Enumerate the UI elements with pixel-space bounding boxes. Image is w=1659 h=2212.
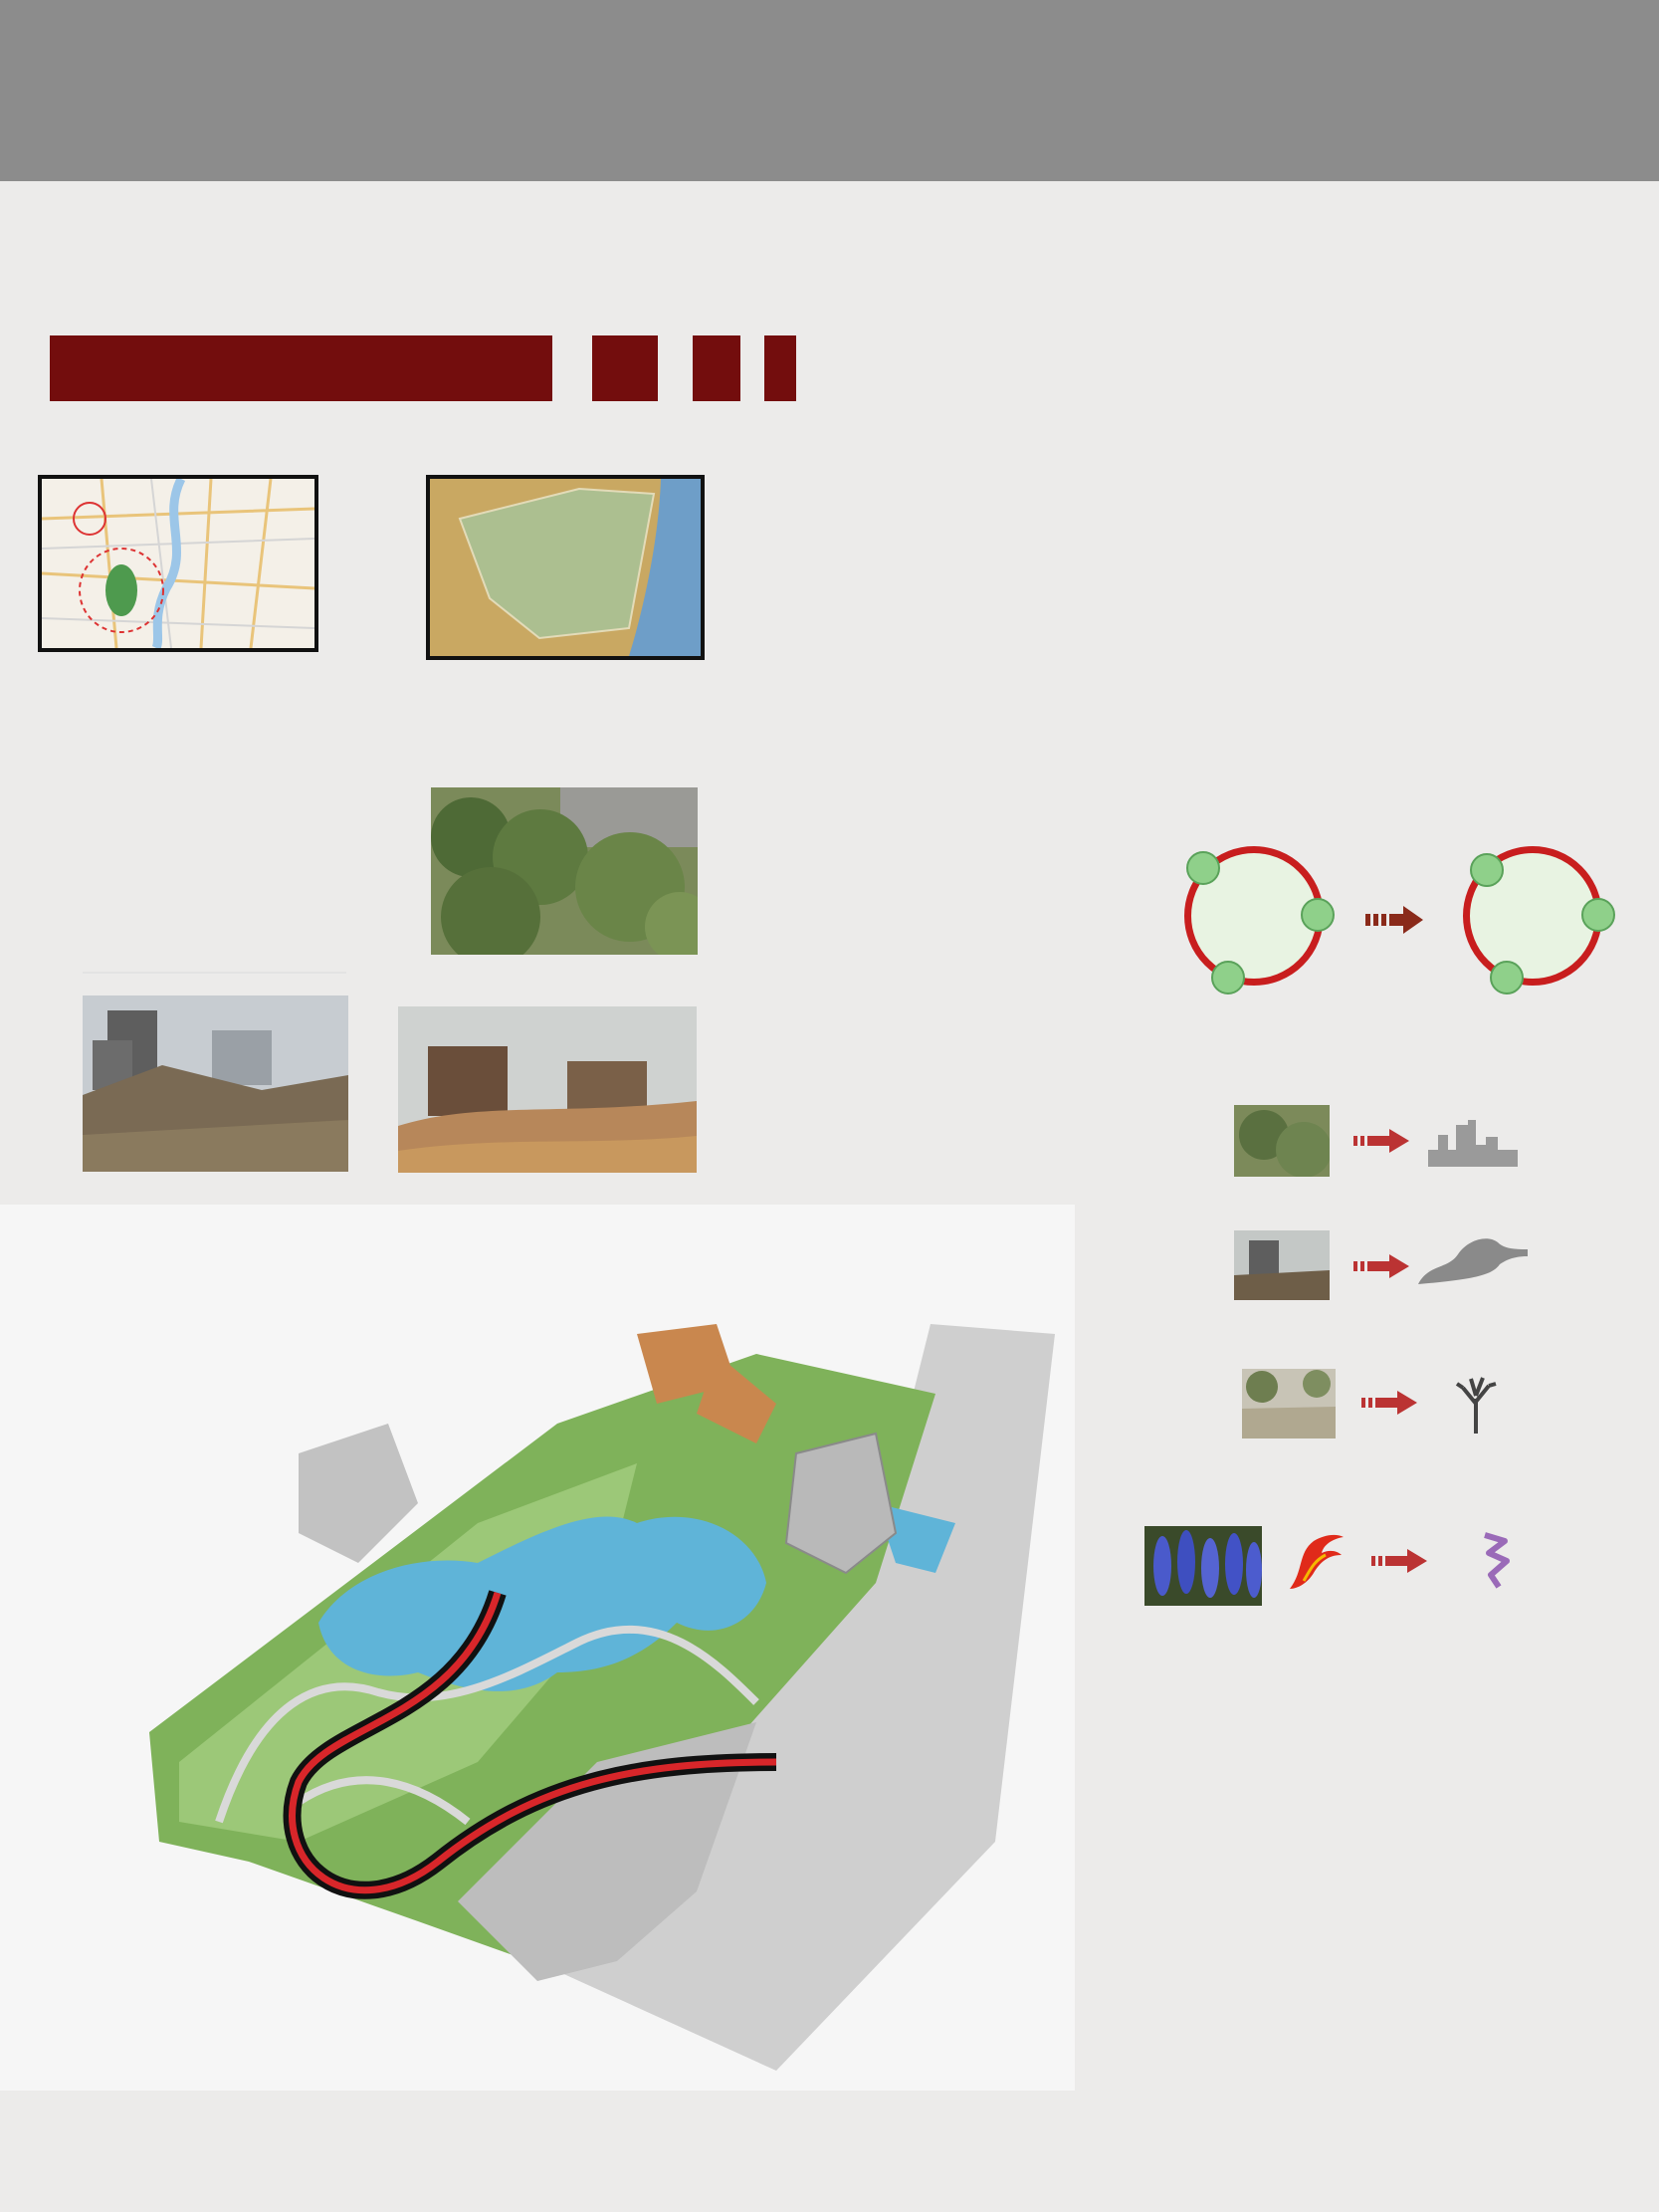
evolution-arrow-icon bbox=[1371, 1549, 1431, 1573]
concept-circle-old-factory bbox=[1184, 846, 1324, 986]
title-bar-block-1 bbox=[592, 335, 658, 401]
title-bar-block-3 bbox=[764, 335, 796, 401]
withered-tree-icon bbox=[1451, 1374, 1501, 1434]
concept-circle-rebirth bbox=[1463, 846, 1602, 986]
photo-old-factory bbox=[83, 995, 348, 1172]
status-divider bbox=[83, 972, 346, 974]
torch-flower-bed-icon bbox=[1475, 1531, 1515, 1589]
evolution-photo-2 bbox=[1234, 1230, 1330, 1300]
location-map bbox=[38, 475, 318, 652]
header-bar bbox=[0, 0, 1659, 181]
node-ecology bbox=[1581, 898, 1615, 932]
fragmented-land-icon bbox=[1418, 1234, 1528, 1284]
title-bar-long bbox=[50, 335, 552, 401]
node-decay bbox=[1211, 961, 1245, 995]
evolution-arrow-icon bbox=[1361, 1391, 1421, 1415]
node-community bbox=[1490, 961, 1524, 995]
evolution-photo-1 bbox=[1234, 1105, 1330, 1177]
torch-flame-icon bbox=[1284, 1531, 1346, 1591]
photo-ruined-buildings bbox=[398, 1006, 697, 1173]
evolution-photo-3 bbox=[1242, 1369, 1336, 1438]
evolution-arrow-icon bbox=[1353, 1254, 1413, 1278]
master-plan bbox=[0, 1205, 1075, 2091]
dusty-city-icon bbox=[1428, 1115, 1518, 1167]
node-pollution bbox=[1301, 898, 1335, 932]
evolution-arrow-icon bbox=[1353, 1129, 1413, 1153]
node-industry-exit bbox=[1186, 851, 1220, 885]
photo-overgrown-vegetation bbox=[431, 787, 698, 955]
surrounding-land-map bbox=[426, 475, 705, 660]
hyacinth-photo bbox=[1144, 1526, 1262, 1606]
concept-arrow-icon bbox=[1365, 906, 1427, 934]
node-history bbox=[1470, 853, 1504, 887]
title-bar-block-2 bbox=[693, 335, 740, 401]
